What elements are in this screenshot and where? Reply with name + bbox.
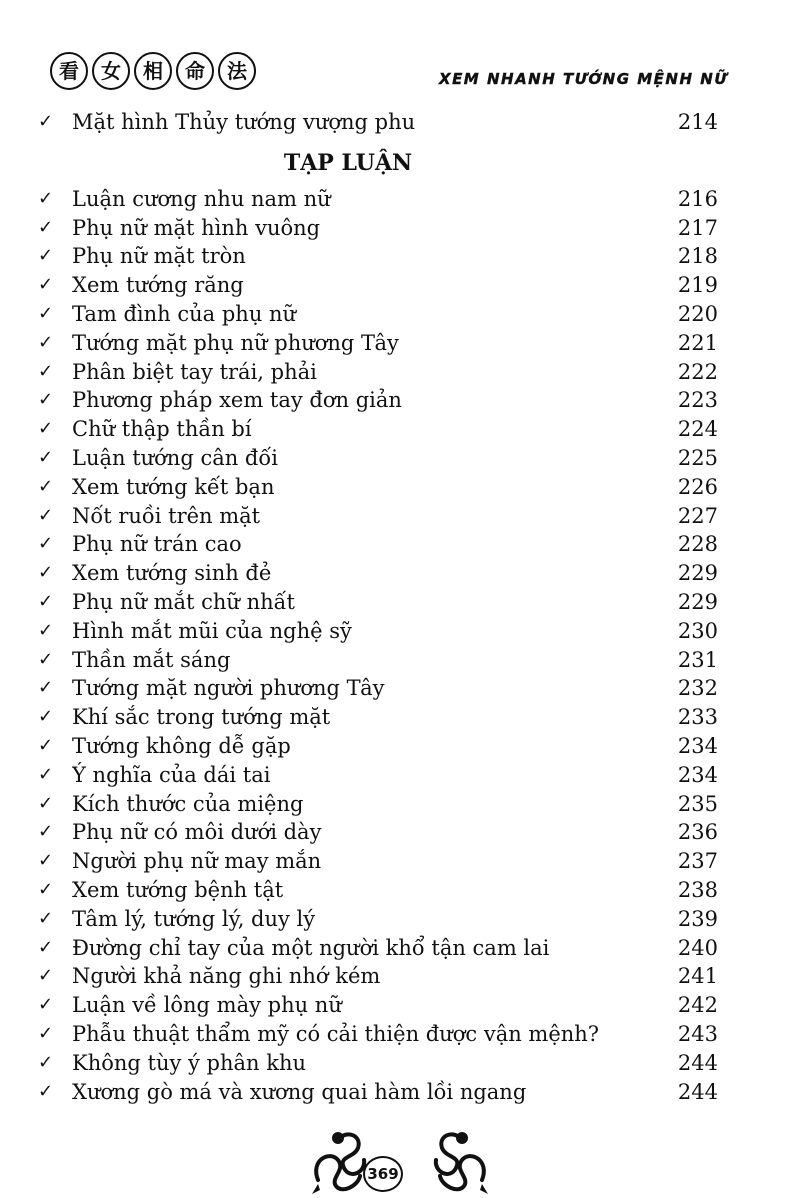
toc-entry: [38, 559, 718, 588]
checkmark-icon: ✓: [38, 111, 54, 132]
toc-entry-page: 244: [677, 1079, 718, 1104]
checkmark-icon: ✓: [38, 360, 54, 382]
toc-entry-title: Kích thước của miệng: [72, 791, 304, 816]
toc-entry-page: 237: [677, 849, 718, 874]
checkmark-icon: ✓: [38, 475, 54, 497]
toc-entry-title: Mặt hình Thủy tướng vượng phu: [72, 110, 416, 134]
toc-entry: [38, 962, 718, 991]
toc-entry: [38, 876, 718, 905]
toc-entry: [38, 847, 718, 876]
toc-entry-page: 225: [677, 445, 718, 470]
toc-entry-page: 234: [677, 733, 718, 758]
toc-entry: [38, 1078, 718, 1107]
checkmark-icon: ✓: [38, 907, 54, 929]
toc-entry: [38, 185, 718, 214]
toc-entry: [38, 358, 718, 387]
page-footer: [0, 1112, 800, 1198]
toc-entry-page: 222: [677, 359, 718, 384]
toc-entry-page: 224: [677, 417, 718, 442]
toc-entry-page: 218: [677, 244, 718, 269]
toc-entry-title: Không tùy ý phân khu: [72, 1050, 307, 1075]
checkmark-icon: ✓: [38, 446, 54, 468]
toc-entry-page: 243: [677, 1021, 718, 1046]
toc-entry-page: 236: [677, 820, 718, 845]
checkmark-icon: ✓: [38, 648, 54, 670]
checkmark-icon: ✓: [38, 1051, 54, 1073]
toc-entry-page: 228: [677, 532, 718, 557]
toc-entry-title: Tướng mặt phụ nữ phương Tây: [72, 330, 399, 355]
checkmark-icon: ✓: [38, 878, 54, 900]
toc-entry: [38, 108, 718, 137]
checkmark-icon: ✓: [38, 562, 54, 584]
toc-entry: [38, 761, 718, 790]
toc-entry-page: 229: [677, 589, 718, 614]
toc-entry-title: Phụ nữ mặt hình vuông: [72, 215, 321, 240]
toc-entry-page: 234: [677, 762, 718, 787]
toc-entry-title: Phụ nữ có môi dưới dày: [72, 820, 322, 845]
toc-entry: [38, 214, 718, 243]
toc-entry: [38, 473, 718, 502]
toc-entry: [38, 300, 718, 329]
toc-entry-title: Đường chỉ tay của một người khổ tận cam lai: [72, 935, 550, 960]
toc-entry-title: Phụ nữ mắt chữ nhất: [72, 589, 295, 614]
seal-char-1: 看: [50, 52, 88, 90]
checkmark-icon: ✓: [38, 792, 54, 814]
toc-entry-page: 233: [677, 705, 718, 730]
toc-entry: [38, 617, 718, 646]
toc-entry-page: 214: [677, 110, 718, 134]
toc-entry-title: Luận về lông mày phụ nữ: [72, 993, 342, 1018]
toc-entry: [38, 386, 718, 415]
checkmark-icon: ✓: [38, 994, 54, 1016]
toc-entry-title: Luận tướng cân đối: [72, 445, 278, 470]
toc-entry-page: 216: [677, 186, 718, 211]
checkmark-icon: ✓: [38, 187, 54, 209]
toc-entry-title: Nốt ruồi trên mặt: [72, 503, 261, 528]
toc-entry: [38, 732, 718, 761]
toc-entry-page: 244: [677, 1050, 718, 1075]
toc-entry-title: Xương gò má và xương quai hàm lồi ngang: [72, 1079, 527, 1104]
checkmark-icon: ✓: [38, 1022, 54, 1044]
seal-char-4: 命: [176, 52, 214, 90]
checkmark-icon: ✓: [38, 936, 54, 958]
toc-entry: [38, 1049, 718, 1078]
toc-entry-title: Khí sắc trong tướng mặt: [72, 705, 331, 730]
page-header: [0, 0, 800, 108]
toc-entry-title: Phẫu thuật thẩm mỹ có cải thiện được vận mệnh?: [72, 1021, 600, 1046]
toc-entry: [38, 703, 718, 732]
toc-entry-page: 226: [677, 474, 718, 499]
toc-entry-title: Phụ nữ mặt tròn: [72, 244, 246, 269]
toc-entry-page: 217: [677, 215, 718, 240]
toc-entry-title: Xem tướng sinh đẻ: [72, 561, 272, 586]
toc-entry: [38, 242, 718, 271]
toc-entry-title: Chữ thập thần bí: [72, 417, 252, 442]
toc-entry-page: 232: [677, 676, 718, 701]
toc-entry-page: 239: [677, 906, 718, 931]
toc-entry: [38, 588, 718, 617]
toc-entry-title: Luận cương nhu nam nữ: [72, 186, 331, 211]
checkmark-icon: ✓: [38, 850, 54, 872]
checkmark-icon: ✓: [38, 302, 54, 324]
toc-entry-page: 219: [677, 273, 718, 298]
toc-entry: [38, 934, 718, 963]
toc-entry-page: 242: [677, 993, 718, 1018]
toc-entry: [38, 530, 718, 559]
toc-entry-title: Phụ nữ trán cao: [72, 532, 242, 557]
toc-entry: [38, 444, 718, 473]
checkmark-icon: ✓: [38, 763, 54, 785]
checkmark-icon: ✓: [38, 706, 54, 728]
toc-entry-page: 229: [677, 561, 718, 586]
toc-entry-page: 227: [677, 503, 718, 528]
toc-entry-title: Phân biệt tay trái, phải: [72, 359, 317, 384]
checkmark-icon: ✓: [38, 965, 54, 987]
toc-entry-page: 221: [677, 330, 718, 355]
toc-entry-title: Xem tướng kết bạn: [72, 474, 275, 499]
toc-entry-title: Người khả năng ghi nhớ kém: [72, 964, 381, 989]
toc-entry-title: Ý nghĩa của dái tai: [72, 762, 271, 787]
toc-entry-title: Xem tướng răng: [72, 273, 244, 298]
toc-entry-page: 223: [677, 388, 718, 413]
toc-entry-title: Phương pháp xem tay đơn giản: [72, 388, 402, 413]
checkmark-icon: ✓: [38, 1080, 54, 1102]
section-heading: TẠP LUẬN: [283, 149, 413, 176]
toc-entry-title: Tam đình của phụ nữ: [72, 301, 297, 326]
toc-entry-page: 238: [677, 877, 718, 902]
toc-entry: [38, 1020, 718, 1049]
checkmark-icon: ✓: [38, 619, 54, 641]
toc-entry-title: Tướng không dễ gặp: [72, 733, 291, 758]
table-of-contents: [38, 108, 718, 1106]
toc-entry: [38, 905, 718, 934]
seal-char-3: 相: [134, 52, 172, 90]
toc-entry: [38, 502, 718, 531]
page-number: 369: [363, 1156, 403, 1192]
toc-entry-page: 241: [677, 964, 718, 989]
toc-entry: [38, 271, 718, 300]
toc-entry-page: 231: [677, 647, 718, 672]
toc-entry-title: Tâm lý, tướng lý, duy lý: [72, 906, 316, 931]
checkmark-icon: ✓: [38, 504, 54, 526]
toc-entry: [38, 991, 718, 1020]
checkmark-icon: ✓: [38, 389, 54, 411]
checkmark-icon: ✓: [38, 418, 54, 440]
twin-dragon-ornament-icon: [300, 1120, 500, 1198]
checkmark-icon: ✓: [38, 274, 54, 296]
checkmark-icon: ✓: [38, 245, 54, 267]
checkmark-icon: ✓: [38, 734, 54, 756]
checkmark-icon: ✓: [38, 533, 54, 555]
toc-entry-title: Xem tướng bệnh tật: [72, 877, 284, 902]
toc-entry: [38, 415, 718, 444]
toc-entry-title: Tướng mặt người phương Tây: [72, 676, 385, 701]
toc-entry: [38, 790, 718, 819]
checkmark-icon: ✓: [38, 216, 54, 238]
checkmark-icon: ✓: [38, 821, 54, 843]
toc-entry: [38, 818, 718, 847]
toc-entry-title: Hình mắt mũi của nghệ sỹ: [72, 618, 352, 643]
chinese-title-seals: [50, 52, 256, 90]
toc-entry: [38, 674, 718, 703]
toc-entry-page: 235: [677, 791, 718, 816]
seal-char-5: 法: [218, 52, 256, 90]
toc-entry: [38, 329, 718, 358]
seal-char-2: 女: [92, 52, 130, 90]
toc-entry-title: Thần mắt sáng: [72, 647, 231, 672]
toc-entry-page: 230: [677, 618, 718, 643]
checkmark-icon: ✓: [38, 677, 54, 699]
toc-entry: [38, 646, 718, 675]
checkmark-icon: ✓: [38, 590, 54, 612]
running-book-title: XEM NHANH TƯỚNG MỆNH NỮ: [439, 70, 728, 88]
checkmark-icon: ✓: [38, 331, 54, 353]
toc-entry-list: [38, 185, 718, 1107]
toc-entry-page: 240: [677, 935, 718, 960]
toc-entry-title: Người phụ nữ may mắn: [72, 849, 322, 874]
toc-entry-page: 220: [677, 301, 718, 326]
